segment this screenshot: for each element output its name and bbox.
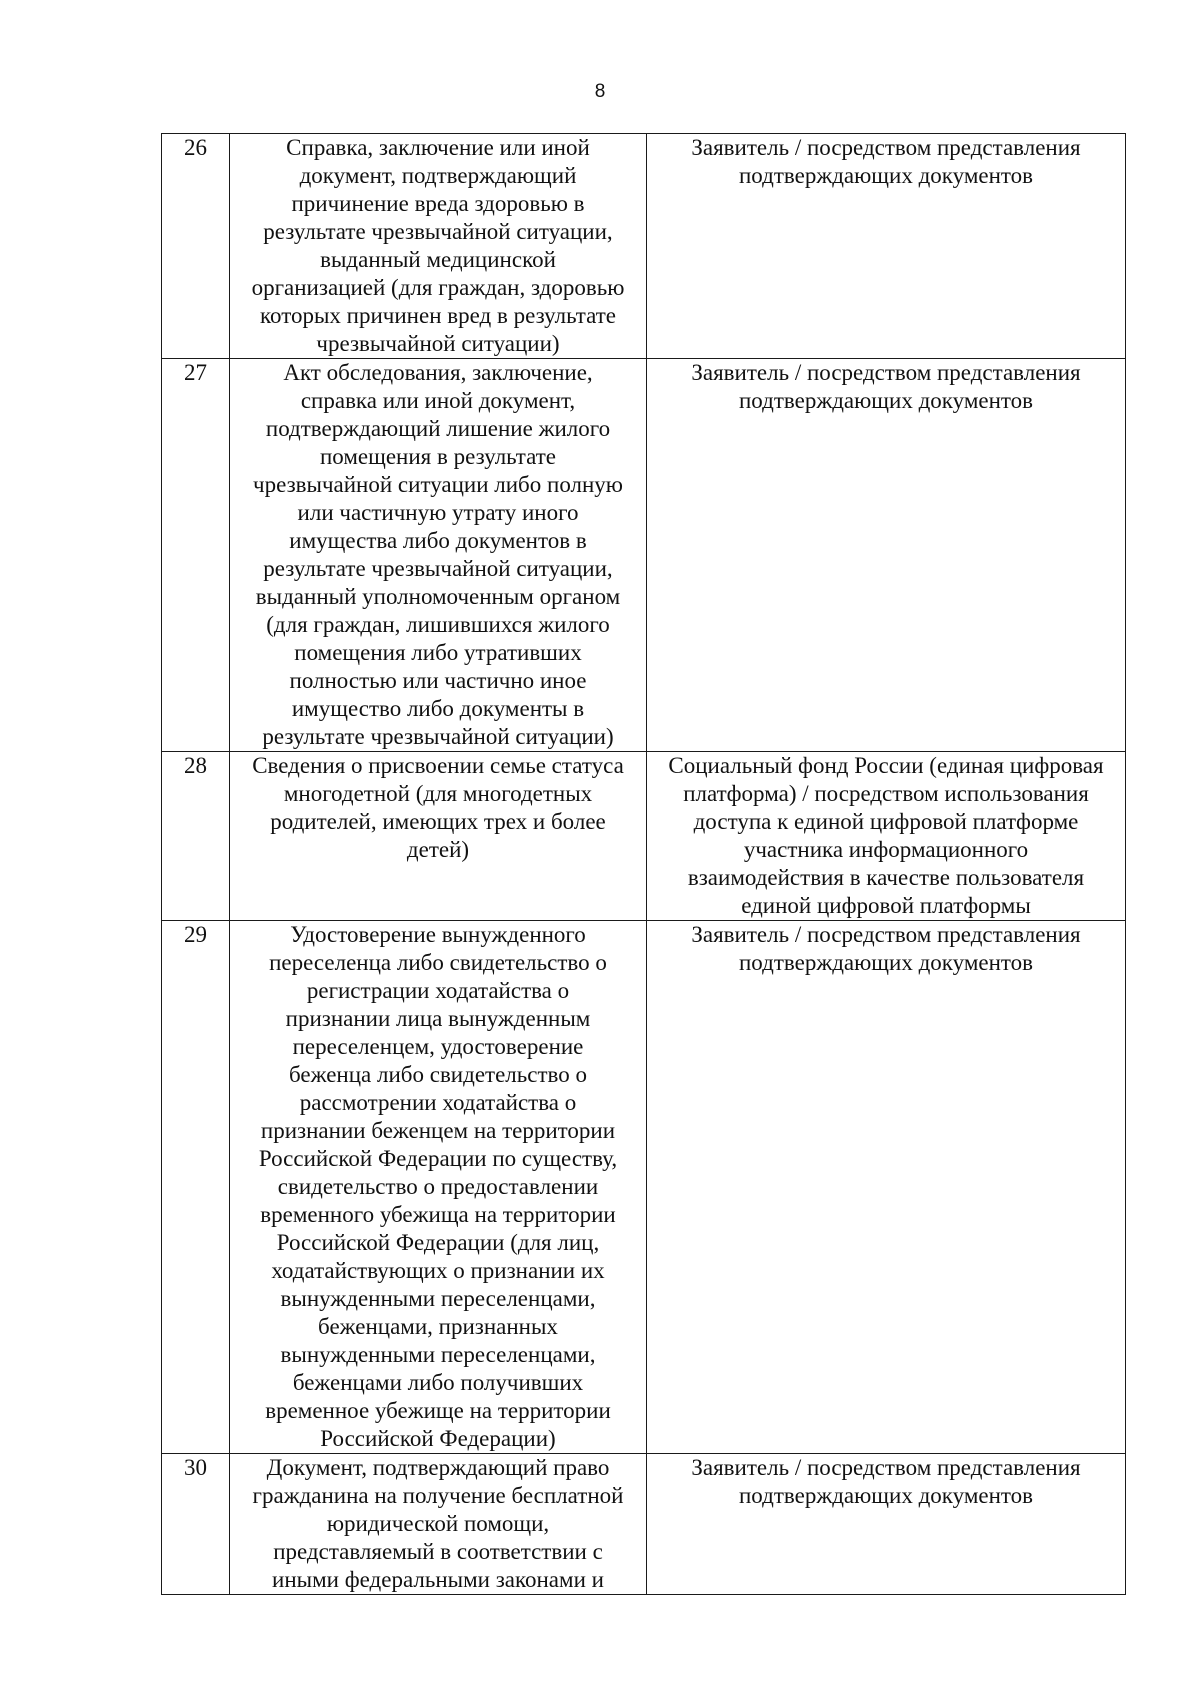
table-row [162, 134, 1126, 359]
document-cell: Удостоверение вынужденного переселенца либо свидетельство о регистрации ходатайства о признании лица вынужденным переселенцем, удостоверение беженца либо свидетельство о рассмотрении ходатайства о признании беженцем на территории Российской Федерации по существу, свидетельство о предоставлении временного убежища на территории Российской Федерации (для лиц, ходатайствующих о признании их вынужденными переселенцами, беженцами, признанных вынужденными переселенцами, беженцами либо получивших временное убежище на территории Российской Федерации) [230, 921, 647, 1454]
document-cell: Акт обследования, заключение, справка или иной документ, подтверждающий лишение жилого помещения в результате чрезвычайной ситуации либо полную или частичную утрату иного имущества либо документов в результате чрезвычайной ситуации, выданный уполномоченным органом (для граждан, лишившихся жилого помещения либо утративших полностью или частично иное имущество либо документы в результате чрезвычайной ситуации) [230, 359, 647, 752]
document-cell: Сведения о присвоении семье статуса многодетной (для многодетных родителей, имеющих трех и более детей) [230, 752, 647, 921]
row-number-cell: 30 [162, 1454, 230, 1595]
table-row [162, 752, 1126, 921]
table-row [162, 921, 1126, 1454]
source-cell: Заявитель / посредством представления подтверждающих документов [647, 134, 1126, 359]
row-number-cell: 27 [162, 359, 230, 752]
source-cell: Заявитель / посредством представления подтверждающих документов [647, 1454, 1126, 1595]
table-row [162, 359, 1126, 752]
source-cell: Заявитель / посредством представления подтверждающих документов [647, 921, 1126, 1454]
row-number-cell: 26 [162, 134, 230, 359]
source-cell: Заявитель / посредством представления подтверждающих документов [647, 359, 1126, 752]
documents-table [161, 133, 1126, 1595]
row-number-cell: 29 [162, 921, 230, 1454]
table-row [162, 1454, 1126, 1595]
page-number: 8 [594, 81, 606, 102]
document-cell: Справка, заключение или иной документ, подтверждающий причинение вреда здоровью в результате чрезвычайной ситуации, выданный медицинской организацией (для граждан, здоровью которых причинен вред в результате чрезвычайной ситуации) [230, 134, 647, 359]
document-cell: Документ, подтверждающий право гражданина на получение бесплатной юридической помощи, представляемый в соответствии с иными федеральными законами и [230, 1454, 647, 1595]
source-cell: Социальный фонд России (единая цифровая платформа) / посредством использования доступа к единой цифровой платформе участника информационного взаимодействия в качестве пользователя единой цифровой платформы [647, 752, 1126, 921]
row-number-cell: 28 [162, 752, 230, 921]
